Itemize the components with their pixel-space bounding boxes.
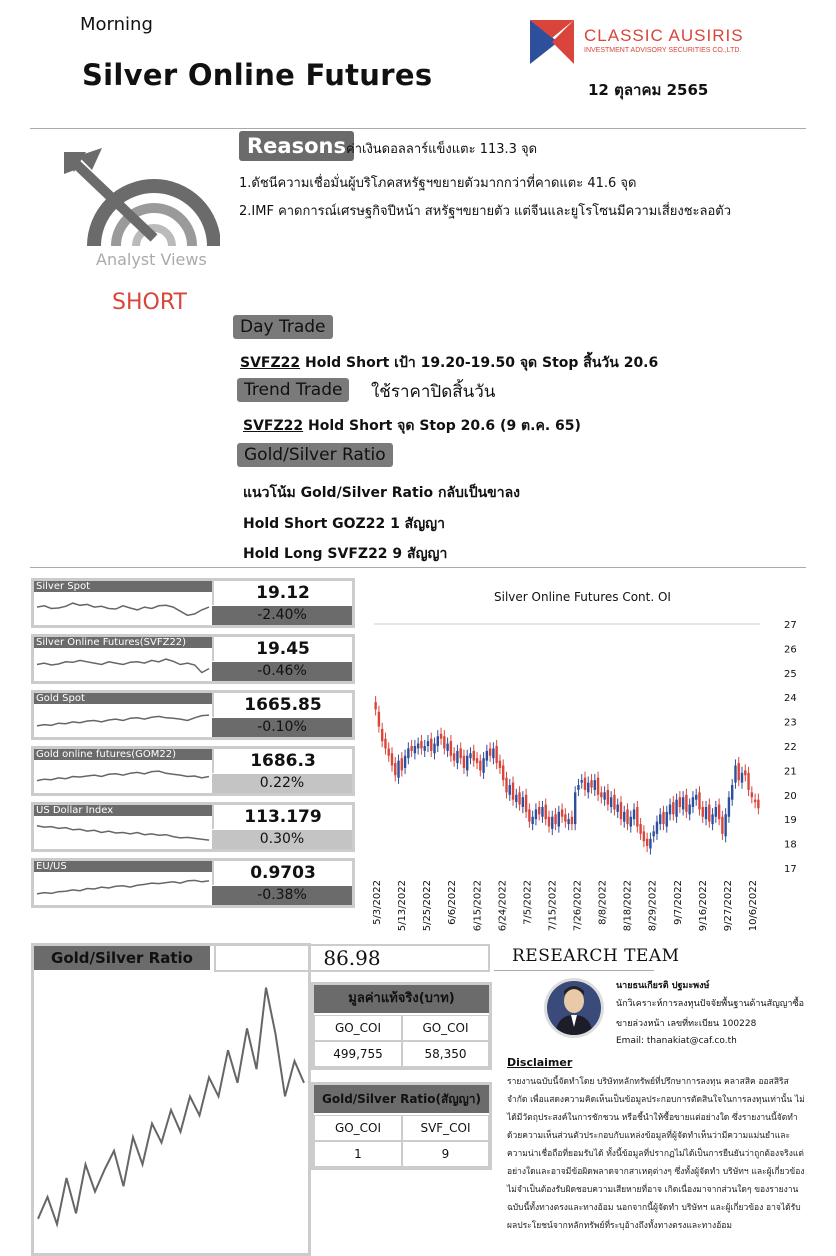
market-tile [31, 802, 355, 852]
day-trade-symbol[interactable]: SVFZ22 [240, 355, 301, 371]
candle-body [646, 839, 648, 846]
candle-body [515, 795, 517, 802]
candle-body [420, 741, 422, 748]
candle-body [656, 822, 658, 834]
market-tile [31, 578, 355, 628]
candle-body [613, 795, 615, 810]
candle-body [590, 780, 592, 787]
x-tick-label: 5/3/2022 [372, 880, 383, 925]
company-name: CLASSIC AUSIRIS [584, 26, 744, 45]
candle-body [636, 807, 638, 827]
candle-body [473, 751, 475, 761]
candle-body [564, 814, 566, 821]
market-price: 19.12 [212, 581, 352, 605]
candle-body [414, 746, 416, 753]
table-value-cell: 1 [314, 1141, 402, 1167]
gs-ratio-line: Hold Long SVFZ22 9 สัญญา [243, 546, 448, 562]
candle-body [459, 748, 461, 758]
x-tick-label: 7/26/2022 [572, 880, 584, 932]
fair-value-table [311, 982, 492, 1070]
candle-body [388, 748, 390, 755]
candle-body [741, 773, 743, 783]
candle-body [603, 792, 605, 799]
candle-body [404, 756, 406, 768]
candle-body [489, 748, 491, 755]
candle-body [754, 800, 756, 802]
x-tick-label: 9/16/2022 [697, 880, 709, 932]
analyst-avatar [544, 978, 604, 1038]
report-date: 12 ตุลาคม 2565 [588, 81, 709, 99]
ratio-contracts-table [311, 1082, 492, 1170]
y-tick-label: 18 [784, 839, 797, 851]
candle-body [728, 797, 730, 817]
table-value-cell: 58,350 [402, 1041, 489, 1067]
market-sparkline [34, 704, 212, 737]
y-tick-label: 24 [784, 693, 797, 705]
x-tick-label: 8/29/2022 [647, 880, 659, 932]
market-name: Gold online futures(GOM22) [34, 749, 212, 760]
divider [494, 970, 654, 971]
candle-body [695, 795, 697, 800]
gs-ratio-line: แนวโน้ม Gold/Silver Ratio กลับเป็นขาลง [243, 485, 521, 501]
candle-body [424, 746, 426, 751]
candle-body [463, 756, 465, 768]
candle-body [518, 792, 520, 804]
candle-body [649, 839, 651, 849]
candle-body [545, 805, 547, 820]
candle-body [427, 741, 429, 746]
candle-body [531, 817, 533, 824]
market-change: -0.38% [212, 886, 352, 905]
candle-body [567, 819, 569, 824]
candle-body [688, 805, 690, 815]
candle-body [617, 805, 619, 812]
y-tick-label: 17 [784, 864, 797, 875]
candle-body [623, 812, 625, 822]
ratio-contracts-title: Gold/Silver Ratio(สัญญา) [314, 1085, 489, 1113]
candle-body [724, 814, 726, 836]
candle-body [381, 729, 383, 741]
y-tick-label: 23 [784, 717, 797, 729]
sparkline-series [37, 826, 209, 840]
ratio-chart-frame [31, 943, 311, 1256]
x-tick-label: 10/6/2022 [748, 880, 759, 932]
target-icon [60, 146, 220, 246]
gs-ratio-label: Gold/Silver Ratio [237, 443, 393, 467]
candle-body [505, 778, 507, 793]
x-tick-label: 7/5/2022 [522, 880, 534, 925]
candle-body [430, 739, 432, 751]
candle-body [652, 831, 654, 836]
candle-body [721, 817, 723, 834]
y-tick-label: 26 [784, 644, 797, 656]
research-team-title: RESEARCH TEAM [512, 946, 680, 966]
candle-body [571, 817, 573, 824]
candle-body [679, 797, 681, 807]
trend-trade-note: ใช้ราคาปิดสิ้นวัน [371, 382, 496, 402]
candle-body [711, 814, 713, 824]
x-tick-label: 7/15/2022 [547, 880, 559, 932]
y-tick-label: 25 [784, 668, 797, 680]
candle-body [486, 751, 488, 761]
candle-body [450, 741, 452, 756]
candle-body [584, 778, 586, 790]
x-tick-label: 6/6/2022 [447, 880, 459, 925]
candle-body [672, 802, 674, 814]
candle-body [685, 795, 687, 812]
candle-body [581, 780, 583, 782]
candle-body [538, 807, 540, 814]
x-tick-label: 5/25/2022 [422, 880, 434, 932]
market-sparkline [34, 816, 212, 849]
candle-body [482, 758, 484, 773]
candle-body [662, 812, 664, 824]
candle-body [620, 802, 622, 819]
x-tick-label: 6/15/2022 [472, 880, 484, 932]
candle-body [479, 761, 481, 771]
candle-body [394, 763, 396, 775]
candle-body [551, 817, 553, 829]
market-price: 0.9703 [212, 861, 352, 885]
market-price: 113.179 [212, 805, 352, 829]
candle-body [476, 758, 478, 763]
candle-body [574, 792, 576, 824]
candle-body [528, 809, 530, 821]
candle-body [669, 805, 671, 815]
candle-body [675, 800, 677, 817]
candle-body [594, 780, 596, 790]
trend-trade-label: Trend Trade [237, 378, 349, 402]
candle-body [610, 797, 612, 807]
gs-ratio-line: Hold Short GOZ22 1 สัญญา [243, 516, 445, 532]
candle-body [558, 812, 560, 827]
market-name: Silver Online Futures(SVFZ22) [34, 637, 212, 648]
candle-body [446, 744, 448, 751]
sparkline-series [37, 771, 209, 781]
candle-body [718, 805, 720, 820]
candle-body [597, 778, 599, 795]
candle-body [469, 753, 471, 758]
analyst-license: ขายล่วงหน้า เลขที่ทะเบียน 100228 [616, 1019, 757, 1029]
candle-body [708, 805, 710, 822]
fair-value-title: มูลค่าแท้จริง(บาท) [314, 985, 489, 1013]
candle-body [466, 756, 468, 771]
candle-body [600, 792, 602, 797]
x-tick-label: 9/7/2022 [672, 880, 684, 925]
day-trade-label: Day Trade [233, 315, 333, 339]
table-header-cell: GO_COI [314, 1115, 402, 1141]
market-change: 0.22% [212, 774, 352, 793]
candle-body [587, 783, 589, 793]
candle-body [744, 770, 746, 775]
candle-body [502, 766, 504, 781]
market-tile [31, 690, 355, 740]
market-price: 1665.85 [212, 693, 352, 717]
market-change: -0.46% [212, 662, 352, 681]
candle-body [410, 746, 412, 751]
candle-body [512, 783, 514, 800]
market-name: EU/US [34, 861, 212, 872]
candle-body [757, 800, 759, 809]
market-price: 1686.3 [212, 749, 352, 773]
divider [30, 567, 806, 568]
market-name: US Dollar Index [34, 805, 212, 816]
edition-label: Morning [80, 14, 153, 35]
candle-body [554, 814, 556, 824]
reasons-headline: ค่าเงินดอลลาร์แข็งแตะ 113.3 จุด [346, 142, 538, 157]
day-trade-text: Hold Short เป้า 19.20-19.50 จุด Stop สิ้นวัน 20.6 [300, 355, 659, 371]
candle-body [407, 748, 409, 758]
x-tick-label: 9/27/2022 [722, 880, 734, 932]
market-sparkline [34, 648, 212, 681]
candle-body [666, 812, 668, 827]
gs-ratio-value: 86.98 [214, 944, 490, 972]
candle-body [607, 790, 609, 805]
candle-body [384, 739, 386, 749]
table-header-cell: GO_COI [314, 1015, 402, 1041]
table-header-cell: GO_COI [402, 1015, 489, 1041]
candle-body [443, 736, 445, 748]
candle-body [391, 753, 393, 765]
market-sparkline [34, 592, 212, 625]
candle-body [747, 773, 749, 790]
x-tick-label: 8/8/2022 [597, 880, 609, 925]
sparkline-series [37, 715, 209, 726]
candle-body [509, 785, 511, 795]
sparkline-series [37, 880, 209, 894]
y-tick-label: 21 [784, 766, 797, 778]
analyst-name: นายธนเกียรติ ปฐมะพงษ์ [616, 981, 710, 991]
candle-body [561, 809, 563, 816]
candle-body [643, 831, 645, 841]
market-price: 19.45 [212, 637, 352, 661]
market-name: Silver Spot [34, 581, 212, 592]
candle-body [682, 797, 684, 809]
candle-body [401, 758, 403, 770]
x-tick-label: 6/24/2022 [497, 880, 509, 932]
candle-body [541, 807, 543, 817]
trend-trade-symbol[interactable]: SVFZ22 [243, 418, 304, 434]
y-tick-label: 22 [784, 742, 797, 753]
sparkline-series [37, 603, 209, 615]
sparkline-series [37, 659, 209, 673]
candle-body [738, 763, 740, 780]
reason-item: 1.ดัชนีความเชื่อมั่นผู้บริโภคสหรัฐฯขยายตัวมากกว่าที่คาดแตะ 41.6 จุด [239, 176, 637, 191]
candle-body [698, 792, 700, 809]
table-header-cell: SVF_COI [402, 1115, 489, 1141]
analyst-view: SHORT [112, 290, 187, 315]
candle-body [734, 766, 736, 783]
candle-body [626, 809, 628, 824]
candle-body [492, 748, 494, 758]
candle-body [639, 824, 641, 834]
candle-body [397, 761, 399, 778]
candle-body [499, 761, 501, 768]
table-value-cell: 499,755 [314, 1041, 402, 1067]
candle-body [548, 817, 550, 827]
market-change: -0.10% [212, 718, 352, 737]
candle-body [630, 817, 632, 827]
analyst-role: นักวิเคราะห์การลงทุนปัจจัยพื้นฐานด้านสัญญาซื้อ [616, 999, 804, 1009]
market-tile [31, 746, 355, 796]
market-tile [31, 858, 355, 908]
candle-body [378, 712, 380, 727]
candle-body [522, 797, 524, 807]
candle-body [659, 814, 661, 824]
candle-body [456, 751, 458, 763]
candle-body [715, 807, 717, 817]
market-change: 0.30% [212, 830, 352, 849]
candle-body [453, 753, 455, 760]
candle-body [374, 702, 376, 709]
y-tick-label: 20 [784, 790, 797, 802]
divider [30, 128, 806, 129]
market-sparkline [34, 872, 212, 905]
candle-body [633, 809, 635, 819]
company-logo-icon [528, 18, 576, 66]
candle-body [702, 807, 704, 817]
gs-ratio-title: Gold/Silver Ratio [34, 946, 210, 970]
ratio-series [38, 988, 304, 1225]
candle-body [705, 807, 707, 819]
candle-body [731, 785, 733, 800]
candle-body [692, 797, 694, 807]
y-tick-label: 19 [784, 815, 797, 827]
x-tick-label: 5/13/2022 [397, 880, 409, 932]
reason-item: 2.IMF คาดการณ์เศรษฐกิจปีหน้า สหรัฐฯขยายตัว แต่จีนและยูโรโซนมีความเสี่ยงชะลอตัว [239, 204, 732, 219]
candle-body [535, 809, 537, 819]
candle-body [525, 795, 527, 812]
candle-body [440, 734, 442, 739]
x-tick-label: 8/18/2022 [622, 880, 634, 932]
analyst-email[interactable]: Email: thanakiat@caf.co.th [616, 1036, 737, 1046]
day-trade-line [240, 352, 658, 374]
candle-body [495, 746, 497, 763]
market-sparkline [34, 760, 212, 793]
market-name: Gold Spot [34, 693, 212, 704]
candle-body [437, 736, 439, 746]
trend-trade-text: Hold Short จุด Stop 20.6 (9 ต.ค. 65) [303, 418, 581, 434]
chart-title: Silver Online Futures Cont. OI [494, 590, 671, 604]
market-change: -2.40% [212, 606, 352, 625]
disclaimer-text: รายงานฉบับนี้จัดทำโดย บริษัทหลักทรัพย์ที่ปรึกษาการลงทุน คลาสสิค ออสสิริส จำกัด เพื่อแสดงความคิดเห็นเป็นข้อมูลประกอบการตัดสินใจในการลงทุนเท่านั้น ไม่ได้มีวัตถุประสงค์ในการชักชวน หรือชี้นำให้ซื้อขายแต่อย่างใด ซึ่งรายงานนี้จัดทำด้วยความเห็นส่วนตัวประกอบกับแหล่งข้อมูลที่ผู้จัดทำเห็นว่ามีความแม่นยำและความน่าเชื่อถือที่ยอมรับได้ ทั้งนี้ข้อมูลที่ปรากฏไม่ได้เป็นการยืนยันว่าถูกต้องจริงแต่อย่างใดและอาจมีข้อผิดพลาดจากสาเหตุต่างๆ ซึ่งทั้งผู้จัดทำ บริษัทฯ และผู้เกี่ยวข้องไม่จำเป็นต้องรับผิดชอบความเสียหายที่อาจ เกิดเนื่องมาจากส่วนใดๆ ของรายงานฉบับนี้ทั้งทางตรงและทางอ้อม นอกจากนี้ผู้จัดทำ บริษัทฯ และผู้เกี่ยวข้อง อาจได้รับผลประโยชน์จากหลักทรัพย์ที่ระบุอ้างถึงทั้งทางตรงและทางอ้อม [507, 1077, 805, 1231]
analyst-views-caption: Analyst Views [96, 250, 207, 269]
trend-trade-line [243, 415, 581, 437]
table-value-cell: 9 [402, 1141, 489, 1167]
market-tile [31, 634, 355, 684]
candle-body [417, 744, 419, 749]
ratio-sparkline [34, 946, 308, 1253]
company-subtitle: INVESTMENT ADVISORY SECURITIES CO.,LTD. [584, 47, 742, 54]
oi-candlestick-chart [360, 612, 800, 937]
candle-body [433, 744, 435, 754]
report-title: Silver Online Futures [82, 58, 433, 92]
y-tick-label: 27 [784, 620, 797, 631]
candle-body [751, 792, 753, 797]
disclaimer-title: Disclaimer [507, 1056, 573, 1069]
candle-body [577, 785, 579, 790]
reasons-label: Reasons [239, 131, 354, 161]
